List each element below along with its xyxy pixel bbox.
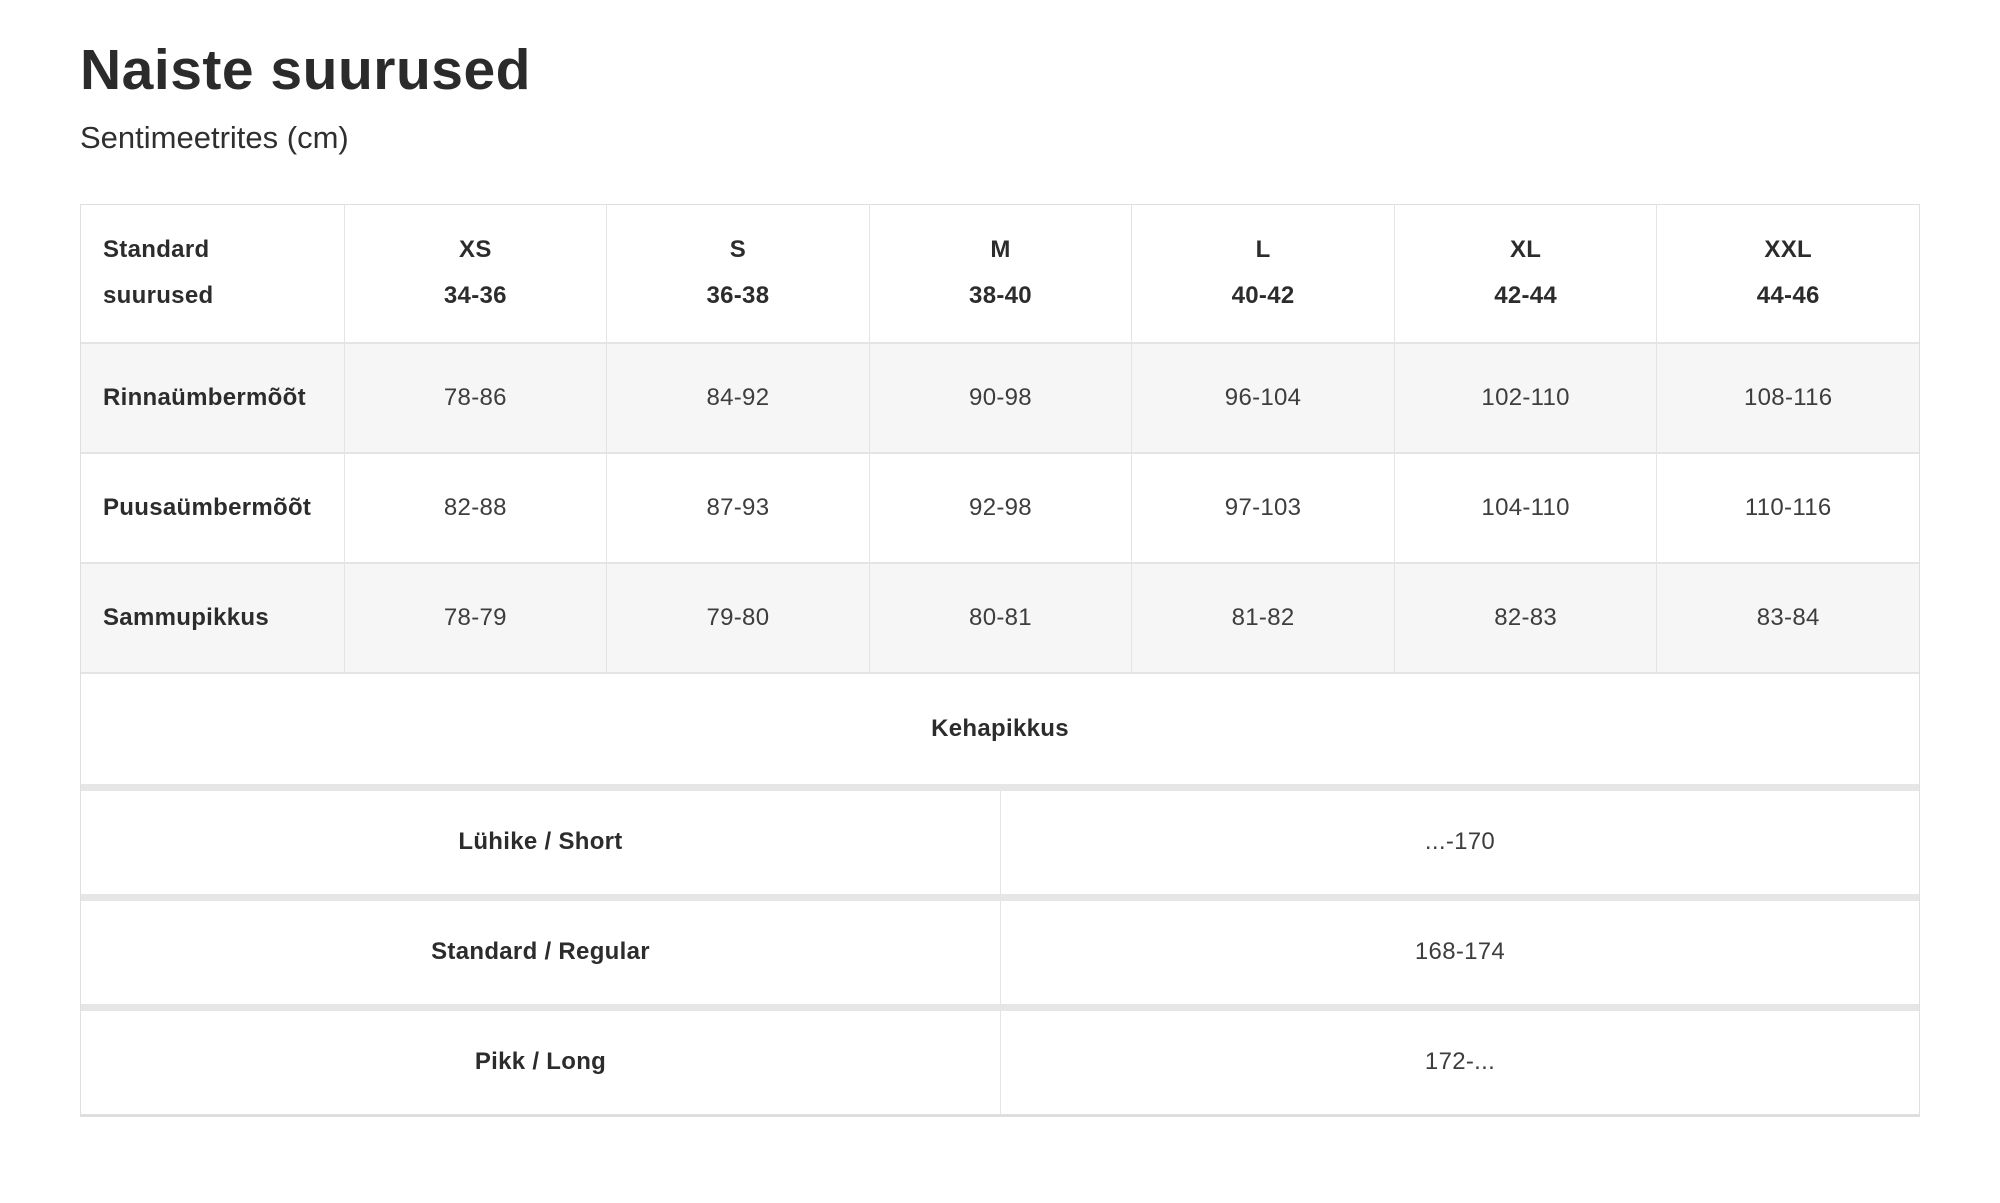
- size-range-xs: 34-36: [443, 282, 507, 310]
- standard-sizes-line2: suurused: [103, 282, 214, 310]
- measurement-label-inseam: Sammupikkus: [103, 603, 270, 631]
- size-column-m: [869, 205, 1132, 342]
- length-label-long: Pikk / Long: [474, 1048, 607, 1076]
- body-length-header-row: [81, 672, 1919, 784]
- measurement-value: 79-80: [606, 564, 869, 672]
- length-value-regular: 168-174: [1000, 901, 1919, 1004]
- size-chart-table: [80, 204, 1920, 1117]
- length-row-regular: [81, 901, 1919, 1004]
- measurement-label-hips: Puusaümbermõõt: [103, 493, 312, 521]
- measurement-value: 78-79: [344, 564, 607, 672]
- measurement-value: 78-86: [344, 344, 607, 452]
- measurement-value: 81-82: [1131, 564, 1394, 672]
- size-column-s: [606, 205, 869, 342]
- size-name-xs: XS: [459, 236, 492, 264]
- size-column-xxl: [1656, 205, 1919, 342]
- measurement-value: 90-98: [869, 344, 1132, 452]
- measurement-value: 110-116: [1656, 454, 1919, 562]
- measurement-value: 80-81: [869, 564, 1132, 672]
- measurement-value: 87-93: [606, 454, 869, 562]
- measurement-row-inseam: [81, 562, 1919, 672]
- size-column-xs: [344, 205, 607, 342]
- size-name-xl: XL: [1509, 236, 1542, 264]
- length-row-long: [81, 1011, 1919, 1114]
- size-column-l: [1131, 205, 1394, 342]
- measurement-value: 104-110: [1394, 454, 1657, 562]
- size-range-xxl: 44-46: [1756, 282, 1820, 310]
- measurement-value: 102-110: [1394, 344, 1657, 452]
- standard-sizes-header-cell: [81, 205, 344, 342]
- page-title: Naiste suurused: [80, 38, 531, 102]
- size-header-row: [81, 205, 1919, 342]
- body-length-header: Kehapikkus: [931, 714, 1069, 742]
- size-name-l: L: [1255, 236, 1271, 264]
- measurement-value: 82-83: [1394, 564, 1657, 672]
- size-range-xl: 42-44: [1494, 282, 1558, 310]
- length-label-short: Lühike / Short: [458, 828, 623, 856]
- measurement-label-chest: Rinnaümbermõõt: [103, 383, 306, 411]
- measurement-row-hips: [81, 452, 1919, 562]
- size-range-m: 38-40: [969, 282, 1032, 310]
- page-subtitle: Sentimeetrites (cm): [80, 120, 349, 156]
- row-divider: [81, 1004, 1919, 1011]
- row-divider: [81, 784, 1919, 791]
- size-name-s: S: [729, 236, 747, 264]
- measurement-value: 84-92: [606, 344, 869, 452]
- standard-sizes-line1: Standard: [103, 236, 210, 264]
- measurement-value: 83-84: [1656, 564, 1919, 672]
- measurement-row-chest: [81, 342, 1919, 452]
- size-range-s: 36-38: [706, 282, 770, 310]
- measurement-value: 108-116: [1656, 344, 1919, 452]
- length-row-short: [81, 791, 1919, 894]
- measurement-value: 96-104: [1131, 344, 1394, 452]
- measurement-value: 97-103: [1131, 454, 1394, 562]
- row-divider: [81, 894, 1919, 901]
- size-column-xl: [1394, 205, 1657, 342]
- size-range-l: 40-42: [1231, 282, 1295, 310]
- size-name-xxl: XXL: [1764, 236, 1812, 264]
- measurement-value: 92-98: [869, 454, 1132, 562]
- measurement-value: 82-88: [344, 454, 607, 562]
- length-value-long: 172-...: [1000, 1011, 1919, 1114]
- size-name-m: M: [990, 236, 1011, 264]
- length-value-short: ...-170: [1000, 791, 1919, 894]
- length-label-regular: Standard / Regular: [431, 938, 650, 966]
